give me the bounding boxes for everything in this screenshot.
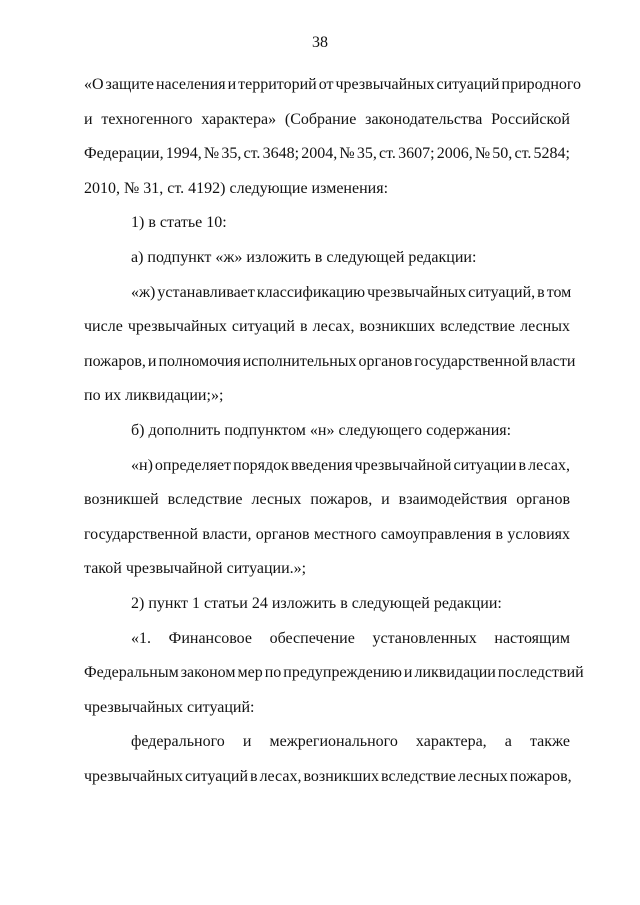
text-line-content: «О защите населения и территорий от чрезвычайных ситуаций природного	[84, 76, 582, 93]
text-line	[84, 587, 570, 622]
text-line-content: государственной власти, органов местного самоуправления в условиях	[84, 525, 570, 543]
text-line	[84, 449, 570, 484]
text-line-content: «н) определяет порядок введения чрезвычайной ситуации в лесах,	[131, 456, 570, 474]
text-line	[84, 725, 570, 760]
text-line	[84, 760, 570, 795]
text-line-content: 1) в статье 10:	[131, 214, 227, 232]
text-line	[84, 276, 570, 311]
text-line-content: такой чрезвычайной ситуации.»;	[84, 560, 307, 578]
text-line-content: чрезвычайных ситуаций:	[84, 698, 255, 716]
text-line	[84, 379, 570, 414]
text-line	[84, 518, 570, 553]
text-line	[84, 172, 570, 207]
text-line	[84, 622, 570, 657]
text-line-content: «ж) устанавливает классификацию чрезвычайных ситуаций, в том	[131, 283, 572, 301]
text-line-content: Федерации, 1994, № 35, ст. 3648; 2004, № 35, ст. 3607; 2006, № 50, ст. 5284;	[84, 145, 570, 163]
text-line	[84, 310, 570, 345]
text-line	[84, 483, 570, 518]
text-line	[84, 345, 576, 380]
text-line-content: а) подпункт «ж» изложить в следующей редакции:	[131, 248, 477, 266]
text-line-content: «1. Финансовое обеспечение установленных настоящим	[131, 629, 570, 647]
text-line-content: и техногенного характера» (Собрание законодательства Российской	[84, 110, 570, 128]
page-number: 38	[312, 34, 328, 51]
text-line-content: чрезвычайных ситуаций в лесах, возникших вследствие лесных пожаров,	[84, 767, 572, 785]
text-line-content: возникшей вследствие лесных пожаров, и взаимодействия органов	[84, 491, 570, 509]
text-line	[84, 206, 570, 241]
text-line-content: числе чрезвычайных ситуаций в лесах, возникших вследствие лесных	[84, 318, 570, 336]
text-line	[84, 68, 582, 103]
text-line-content: федерального и межрегионального характера, а также	[131, 733, 570, 751]
document-body	[84, 68, 584, 794]
text-line	[84, 414, 570, 449]
text-line-content: 2010, № 31, ст. 4192) следующие изменения:	[84, 179, 389, 197]
text-line	[84, 691, 570, 726]
text-line-content: пожаров, и полномочия исполнительных органов государственной власти	[84, 352, 576, 370]
text-line	[84, 103, 570, 138]
text-line-content: по их ликвидации;»;	[84, 387, 224, 405]
text-line-content: 2) пункт 1 статьи 24 изложить в следующей редакции:	[131, 594, 502, 612]
text-line-content: б) дополнить подпунктом «н» следующего содержания:	[131, 421, 512, 439]
text-line	[84, 656, 584, 691]
text-line-content: Федеральным законом мер по предупреждению и ликвидации последствий	[84, 664, 584, 682]
text-line	[84, 241, 570, 276]
text-line	[84, 137, 570, 172]
text-line	[84, 552, 570, 587]
